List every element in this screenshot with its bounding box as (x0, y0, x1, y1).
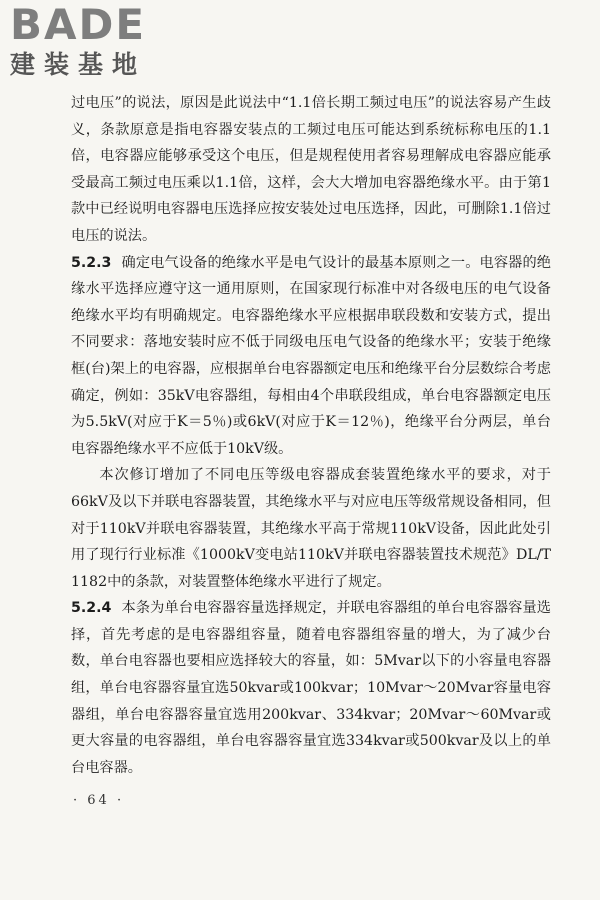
paragraph-text: 本次修订增加了不同电压等级电容器成套装置绝缘水平的要求，对于66kV及以下并联电容器装置，其绝缘水平与对应电压等级常规设备相同，但对于110kV并联电容器装置，其绝缘水平高于常规110kV设备，因此此处引用了现行行业标准《1000kV变电站110kV并联电容器装置技术规范》DL/T 1182中的条款，对装置整体绝缘水平进行了规定。 (71, 467, 551, 590)
paragraph-text: 确定电气设备的绝缘水平是电气设计的最基本原则之一。电容器的绝缘水平选择应遵守这一通用原则，在国家现行标准中对各级电压的电气设备绝缘水平均有明确规定。电容器绝缘水平应根据串联段数和安装方式，提出不同要求：落地安装时应不低于同级电压电气设备的绝缘水平；安装于绝缘框(台)架上的电容器，应根据单台电容器额定电压和绝缘平台分层数综合考虑确定，例如：35kV电容器组，每相由4个串联段组成，单台电容器额定电压为5.5kV(对应于K＝5％)或6kV(对应于K＝12％)，绝缘平台分两层，单台电容器绝缘水平不应低于10kV级。 (71, 254, 551, 457)
paragraph-text: 本条为单台电容器容量选择规定，并联电容器组的单台电容器容量选择，首先考虑的是电容器组容量，随着电容器组容量的增大，为了减少台数，单台电容器也要相应选择较大的容量，如：5Mvar以下的小容量电容器组，单台电容器容量宜选50kvar或100kvar；10Mvar～20Mvar容量电容器组，单台电容器容量宜选用200kvar、334kvar；20Mvar～60Mvar或更大容量的电容器组，单台电容器容量宜选334kvar或500kvar及以上的单台电容器。 (71, 600, 551, 776)
clause-5-2-4 (71, 595, 551, 781)
page-number: · 64 · (73, 793, 125, 808)
clause-number: 5.2.3 (71, 254, 112, 271)
paragraph-text: 过电压”的说法，原因是此说法中“1.1倍长期工频过电压”的说法容易产生歧义，条款原意是指电容器安装点的工频过电压可能达到系统标称电压的1.1倍，电容器应能够承受这个电压，但是规程使用者容易理解成电容器应能承受最高工频过电压乘以1.1倍，这样，会大大增加电容器绝缘水平。由于第1款中已经说明电容器电压选择应按安装处过电压选择，因此，可删除1.1倍过电压的说法。 (71, 95, 551, 244)
document-body (71, 90, 551, 781)
clause-5-2-3 (71, 250, 551, 463)
bade-logo (10, 0, 180, 84)
clause-number: 5.2.4 (71, 600, 112, 617)
logo-latin-text: BADE (10, 0, 147, 49)
paragraph-revision-note (71, 462, 551, 595)
paragraph-continuation (71, 90, 551, 250)
logo-chinese-text: 建装基地 (10, 50, 147, 79)
